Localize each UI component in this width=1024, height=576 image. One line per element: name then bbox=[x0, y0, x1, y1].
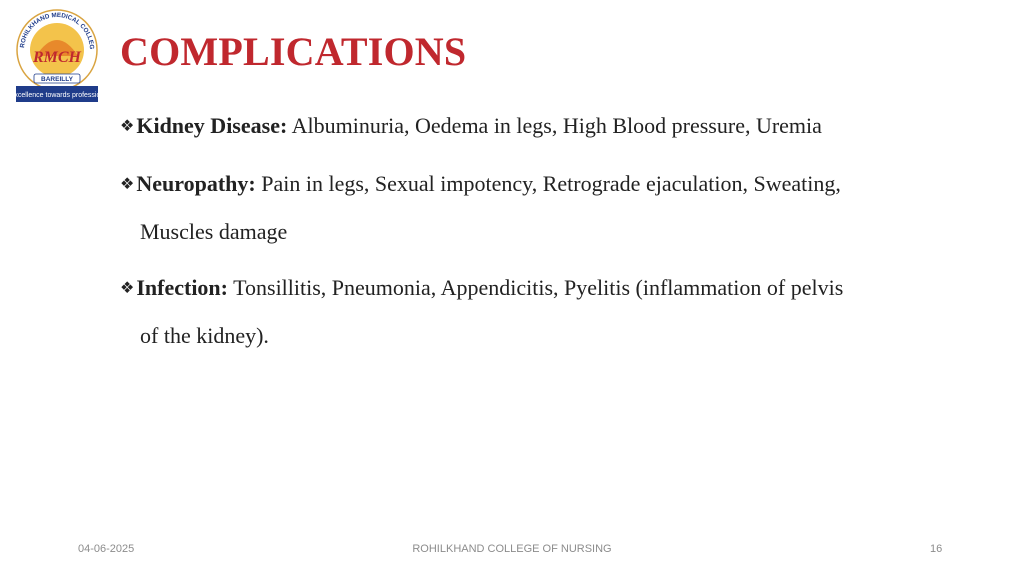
bullet-term: Neuropathy: bbox=[136, 171, 256, 196]
logo-monogram: RMCH bbox=[32, 49, 82, 66]
diamond-bullet-icon: ❖ bbox=[120, 116, 135, 135]
diamond-bullet-icon: ❖ bbox=[120, 278, 135, 297]
bullet-term: Infection: bbox=[136, 275, 228, 300]
bullet-term: Kidney Disease: bbox=[136, 113, 288, 138]
slide-title: COMPLICATIONS bbox=[120, 29, 467, 74]
bullet-list bbox=[120, 103, 1000, 359]
diamond-bullet-icon: ❖ bbox=[120, 174, 135, 193]
logo-city: BAREILLY bbox=[41, 76, 73, 83]
bullet-text-continuation: Muscles damage bbox=[140, 219, 288, 244]
bullet-item-kidney bbox=[120, 103, 1000, 151]
bullet-text-continuation: of the kidney). bbox=[140, 323, 269, 348]
bullet-item-neuropathy bbox=[120, 161, 1000, 255]
footer-page-number: 16 bbox=[930, 543, 943, 555]
bullet-text: Pain in legs, Sexual impotency, Retrograde ejaculation, Sweating, bbox=[261, 171, 841, 196]
college-logo bbox=[14, 4, 100, 104]
footer-date: 04-06-2025 bbox=[78, 543, 135, 555]
bullet-text: Tonsillitis, Pneumonia, Appendicitis, Pyelitis (inflammation of pelvis bbox=[233, 275, 844, 300]
footer-institution: ROHILKHAND COLLEGE OF NURSING bbox=[412, 543, 612, 555]
logo-arc-text: ROHILKHAND MEDICAL COLLEG bbox=[19, 11, 96, 50]
bullet-item-infection bbox=[120, 265, 1000, 359]
logo-tagline: Excellence towards profession bbox=[14, 92, 100, 99]
bullet-text: Albuminuria, Oedema in legs, High Blood pressure, Uremia bbox=[291, 113, 822, 138]
